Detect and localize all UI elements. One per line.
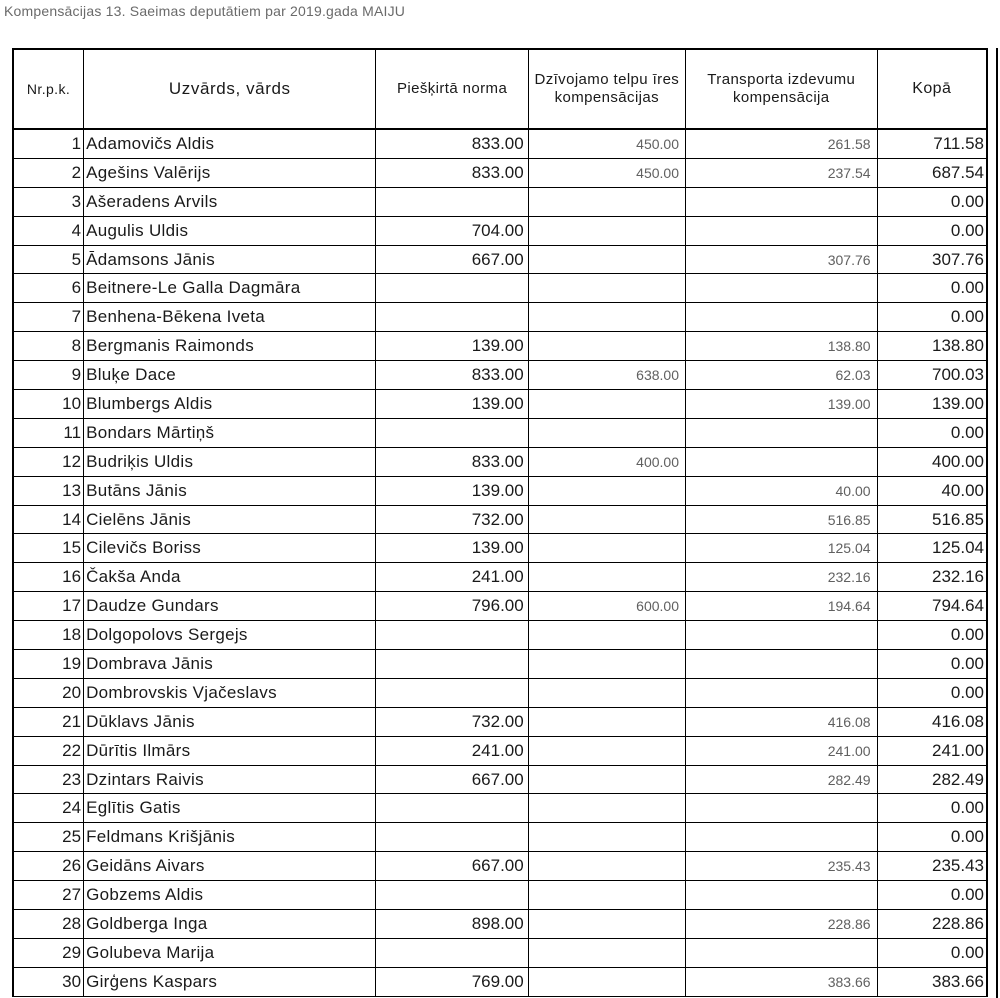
table-row — [13, 938, 987, 967]
total-amount-cell: 235.43 — [877, 852, 987, 881]
allocated-norm-cell: 241.00 — [376, 736, 528, 765]
row-number-cell: 28 — [13, 910, 84, 939]
table-row — [13, 852, 987, 881]
transport-compensation-cell: 40.00 — [686, 476, 878, 505]
housing-compensation-cell — [528, 621, 685, 650]
transport-compensation-cell — [686, 794, 878, 823]
transport-compensation-cell: 125.04 — [686, 534, 878, 563]
deputy-name-cell: Čakša Anda — [84, 563, 376, 592]
row-number-cell: 26 — [13, 852, 84, 881]
allocated-norm-cell: 732.00 — [376, 707, 528, 736]
transport-compensation-cell: 282.49 — [686, 765, 878, 794]
allocated-norm-cell — [376, 823, 528, 852]
table-row — [13, 650, 987, 679]
header-transport: Transporta izdevumu kompensācija — [686, 49, 878, 129]
row-number-cell: 1 — [13, 129, 84, 158]
total-amount-cell: 0.00 — [877, 938, 987, 967]
allocated-norm-cell: 898.00 — [376, 910, 528, 939]
table-row — [13, 361, 987, 390]
allocated-norm-cell: 667.00 — [376, 765, 528, 794]
deputy-name-cell: Benhena-Bēkena Iveta — [84, 303, 376, 332]
table-row — [13, 910, 987, 939]
table-row — [13, 534, 987, 563]
row-number-cell: 25 — [13, 823, 84, 852]
allocated-norm-cell: 796.00 — [376, 592, 528, 621]
total-amount-cell: 400.00 — [877, 447, 987, 476]
allocated-norm-cell — [376, 621, 528, 650]
row-number-cell: 9 — [13, 361, 84, 390]
allocated-norm-cell — [376, 187, 528, 216]
total-amount-cell: 241.00 — [877, 736, 987, 765]
total-amount-cell: 0.00 — [877, 881, 987, 910]
table-row — [13, 967, 987, 996]
document-title: Kompensācijas 13. Saeimas deputātiem par 2019.gada MAIJU — [4, 3, 406, 19]
allocated-norm-cell: 833.00 — [376, 129, 528, 158]
table-row — [13, 216, 987, 245]
header-row — [13, 49, 987, 129]
allocated-norm-cell: 139.00 — [376, 390, 528, 419]
total-amount-cell: 416.08 — [877, 707, 987, 736]
table-row — [13, 129, 987, 158]
housing-compensation-cell — [528, 274, 685, 303]
allocated-norm-cell — [376, 938, 528, 967]
total-amount-cell: 0.00 — [877, 303, 987, 332]
allocated-norm-cell: 139.00 — [376, 476, 528, 505]
total-amount-cell: 125.04 — [877, 534, 987, 563]
table-row — [13, 794, 987, 823]
total-amount-cell: 228.86 — [877, 910, 987, 939]
housing-compensation-cell: 600.00 — [528, 592, 685, 621]
deputy-name-cell: Agešins Valērijs — [84, 158, 376, 187]
allocated-norm-cell: 732.00 — [376, 505, 528, 534]
allocated-norm-cell: 667.00 — [376, 245, 528, 274]
transport-compensation-cell: 232.16 — [686, 563, 878, 592]
row-number-cell: 22 — [13, 736, 84, 765]
total-amount-cell: 0.00 — [877, 621, 987, 650]
deputy-name-cell: Ašeradens Arvils — [84, 187, 376, 216]
total-amount-cell: 794.64 — [877, 592, 987, 621]
table-row — [13, 303, 987, 332]
table-row — [13, 678, 987, 707]
transport-compensation-cell: 383.66 — [686, 967, 878, 996]
allocated-norm-cell: 833.00 — [376, 447, 528, 476]
total-amount-cell: 687.54 — [877, 158, 987, 187]
housing-compensation-cell — [528, 881, 685, 910]
row-number-cell: 12 — [13, 447, 84, 476]
housing-compensation-cell — [528, 563, 685, 592]
allocated-norm-cell: 833.00 — [376, 361, 528, 390]
transport-compensation-cell — [686, 881, 878, 910]
transport-compensation-cell: 261.58 — [686, 129, 878, 158]
transport-compensation-cell — [686, 938, 878, 967]
row-number-cell: 2 — [13, 158, 84, 187]
total-amount-cell: 0.00 — [877, 794, 987, 823]
header-norm: Piešķirtā norma — [376, 49, 528, 129]
row-number-cell: 10 — [13, 390, 84, 419]
row-number-cell: 6 — [13, 274, 84, 303]
transport-compensation-cell: 416.08 — [686, 707, 878, 736]
total-amount-cell: 516.85 — [877, 505, 987, 534]
deputy-name-cell: Dūrītis Ilmārs — [84, 736, 376, 765]
housing-compensation-cell — [528, 332, 685, 361]
table-row — [13, 707, 987, 736]
row-number-cell: 13 — [13, 476, 84, 505]
allocated-norm-cell — [376, 881, 528, 910]
header-nr: Nr.p.k. — [13, 49, 84, 129]
deputy-name-cell: Daudze Gundars — [84, 592, 376, 621]
allocated-norm-cell: 139.00 — [376, 332, 528, 361]
total-amount-cell: 711.58 — [877, 129, 987, 158]
housing-compensation-cell — [528, 823, 685, 852]
row-number-cell: 8 — [13, 332, 84, 361]
deputy-name-cell: Girģens Kaspars — [84, 967, 376, 996]
housing-compensation-cell — [528, 736, 685, 765]
table-row — [13, 187, 987, 216]
allocated-norm-cell: 667.00 — [376, 852, 528, 881]
compensation-table — [12, 48, 988, 997]
table-row — [13, 621, 987, 650]
allocated-norm-cell — [376, 678, 528, 707]
row-number-cell: 14 — [13, 505, 84, 534]
housing-compensation-cell — [528, 765, 685, 794]
transport-compensation-cell: 307.76 — [686, 245, 878, 274]
total-amount-cell: 0.00 — [877, 216, 987, 245]
deputy-name-cell: Dolgopolovs Sergejs — [84, 621, 376, 650]
table-row — [13, 823, 987, 852]
total-amount-cell: 139.00 — [877, 390, 987, 419]
housing-compensation-cell — [528, 938, 685, 967]
deputy-name-cell: Augulis Uldis — [84, 216, 376, 245]
header-name: Uzvārds, vārds — [84, 49, 376, 129]
total-amount-cell: 0.00 — [877, 274, 987, 303]
allocated-norm-cell: 139.00 — [376, 534, 528, 563]
table-row — [13, 505, 987, 534]
housing-compensation-cell — [528, 794, 685, 823]
transport-compensation-cell — [686, 274, 878, 303]
allocated-norm-cell — [376, 303, 528, 332]
row-number-cell: 11 — [13, 418, 84, 447]
table-row — [13, 158, 987, 187]
deputy-name-cell: Dombrava Jānis — [84, 650, 376, 679]
table-row — [13, 447, 987, 476]
deputy-name-cell: Adamovičs Aldis — [84, 129, 376, 158]
transport-compensation-cell: 228.86 — [686, 910, 878, 939]
housing-compensation-cell — [528, 476, 685, 505]
deputy-name-cell: Ādamsons Jānis — [84, 245, 376, 274]
total-amount-cell: 282.49 — [877, 765, 987, 794]
row-number-cell: 20 — [13, 678, 84, 707]
row-number-cell: 30 — [13, 967, 84, 996]
total-amount-cell: 700.03 — [877, 361, 987, 390]
deputy-name-cell: Golubeva Marija — [84, 938, 376, 967]
deputy-name-cell: Dombrovskis Vjačeslavs — [84, 678, 376, 707]
housing-compensation-cell — [528, 390, 685, 419]
row-number-cell: 23 — [13, 765, 84, 794]
table-row — [13, 592, 987, 621]
transport-compensation-cell — [686, 621, 878, 650]
deputy-name-cell: Goldberga Inga — [84, 910, 376, 939]
transport-compensation-cell — [686, 650, 878, 679]
total-amount-cell: 383.66 — [877, 967, 987, 996]
row-number-cell: 15 — [13, 534, 84, 563]
deputy-name-cell: Cilevičs Boriss — [84, 534, 376, 563]
header-total: Kopā — [877, 49, 987, 129]
total-amount-cell: 307.76 — [877, 245, 987, 274]
table-row — [13, 736, 987, 765]
total-amount-cell: 0.00 — [877, 823, 987, 852]
total-amount-cell: 0.00 — [877, 187, 987, 216]
table-row — [13, 881, 987, 910]
housing-compensation-cell — [528, 967, 685, 996]
allocated-norm-cell — [376, 794, 528, 823]
header-housing: Dzīvojamo telpu īres kompensācijas — [528, 49, 685, 129]
total-amount-cell: 138.80 — [877, 332, 987, 361]
sheet-right-edge — [996, 48, 998, 998]
row-number-cell: 5 — [13, 245, 84, 274]
housing-compensation-cell — [528, 852, 685, 881]
deputy-name-cell: Blumbergs Aldis — [84, 390, 376, 419]
row-number-cell: 24 — [13, 794, 84, 823]
housing-compensation-cell — [528, 707, 685, 736]
deputy-name-cell: Butāns Jānis — [84, 476, 376, 505]
housing-compensation-cell — [528, 534, 685, 563]
transport-compensation-cell: 138.80 — [686, 332, 878, 361]
deputy-name-cell: Bondars Mārtiņš — [84, 418, 376, 447]
allocated-norm-cell: 241.00 — [376, 563, 528, 592]
deputy-name-cell: Bluķe Dace — [84, 361, 376, 390]
row-number-cell: 16 — [13, 563, 84, 592]
table-row — [13, 390, 987, 419]
row-number-cell: 29 — [13, 938, 84, 967]
transport-compensation-cell — [686, 418, 878, 447]
total-amount-cell: 0.00 — [877, 650, 987, 679]
deputy-name-cell: Geidāns Aivars — [84, 852, 376, 881]
allocated-norm-cell — [376, 418, 528, 447]
deputy-name-cell: Feldmans Krišjānis — [84, 823, 376, 852]
housing-compensation-cell — [528, 418, 685, 447]
transport-compensation-cell: 237.54 — [686, 158, 878, 187]
transport-compensation-cell: 516.85 — [686, 505, 878, 534]
transport-compensation-cell: 235.43 — [686, 852, 878, 881]
table-row — [13, 274, 987, 303]
housing-compensation-cell: 450.00 — [528, 129, 685, 158]
transport-compensation-cell — [686, 303, 878, 332]
table-body — [13, 129, 987, 996]
allocated-norm-cell: 704.00 — [376, 216, 528, 245]
table-row — [13, 563, 987, 592]
deputy-name-cell: Eglītis Gatis — [84, 794, 376, 823]
deputy-name-cell: Dzintars Raivis — [84, 765, 376, 794]
row-number-cell: 21 — [13, 707, 84, 736]
deputy-name-cell: Bergmanis Raimonds — [84, 332, 376, 361]
row-number-cell: 19 — [13, 650, 84, 679]
housing-compensation-cell: 400.00 — [528, 447, 685, 476]
transport-compensation-cell: 62.03 — [686, 361, 878, 390]
housing-compensation-cell — [528, 216, 685, 245]
total-amount-cell: 232.16 — [877, 563, 987, 592]
table-row — [13, 245, 987, 274]
total-amount-cell: 0.00 — [877, 418, 987, 447]
row-number-cell: 27 — [13, 881, 84, 910]
table-row — [13, 765, 987, 794]
deputy-name-cell: Beitnere-Le Galla Dagmāra — [84, 274, 376, 303]
row-number-cell: 4 — [13, 216, 84, 245]
housing-compensation-cell — [528, 650, 685, 679]
transport-compensation-cell — [686, 187, 878, 216]
deputy-name-cell: Cielēns Jānis — [84, 505, 376, 534]
transport-compensation-cell: 194.64 — [686, 592, 878, 621]
allocated-norm-cell: 833.00 — [376, 158, 528, 187]
table-header — [13, 49, 987, 129]
row-number-cell: 17 — [13, 592, 84, 621]
housing-compensation-cell — [528, 245, 685, 274]
housing-compensation-cell: 450.00 — [528, 158, 685, 187]
row-number-cell: 18 — [13, 621, 84, 650]
housing-compensation-cell — [528, 678, 685, 707]
transport-compensation-cell — [686, 216, 878, 245]
transport-compensation-cell — [686, 447, 878, 476]
total-amount-cell: 0.00 — [877, 678, 987, 707]
deputy-name-cell: Dūklavs Jānis — [84, 707, 376, 736]
transport-compensation-cell — [686, 678, 878, 707]
row-number-cell: 3 — [13, 187, 84, 216]
housing-compensation-cell: 638.00 — [528, 361, 685, 390]
housing-compensation-cell — [528, 303, 685, 332]
housing-compensation-cell — [528, 187, 685, 216]
deputy-name-cell: Gobzems Aldis — [84, 881, 376, 910]
table-row — [13, 476, 987, 505]
transport-compensation-cell — [686, 823, 878, 852]
table-row — [13, 418, 987, 447]
transport-compensation-cell: 241.00 — [686, 736, 878, 765]
row-number-cell: 7 — [13, 303, 84, 332]
housing-compensation-cell — [528, 505, 685, 534]
table-row — [13, 332, 987, 361]
allocated-norm-cell — [376, 650, 528, 679]
deputy-name-cell: Budriķis Uldis — [84, 447, 376, 476]
total-amount-cell: 40.00 — [877, 476, 987, 505]
allocated-norm-cell: 769.00 — [376, 967, 528, 996]
allocated-norm-cell — [376, 274, 528, 303]
housing-compensation-cell — [528, 910, 685, 939]
transport-compensation-cell: 139.00 — [686, 390, 878, 419]
